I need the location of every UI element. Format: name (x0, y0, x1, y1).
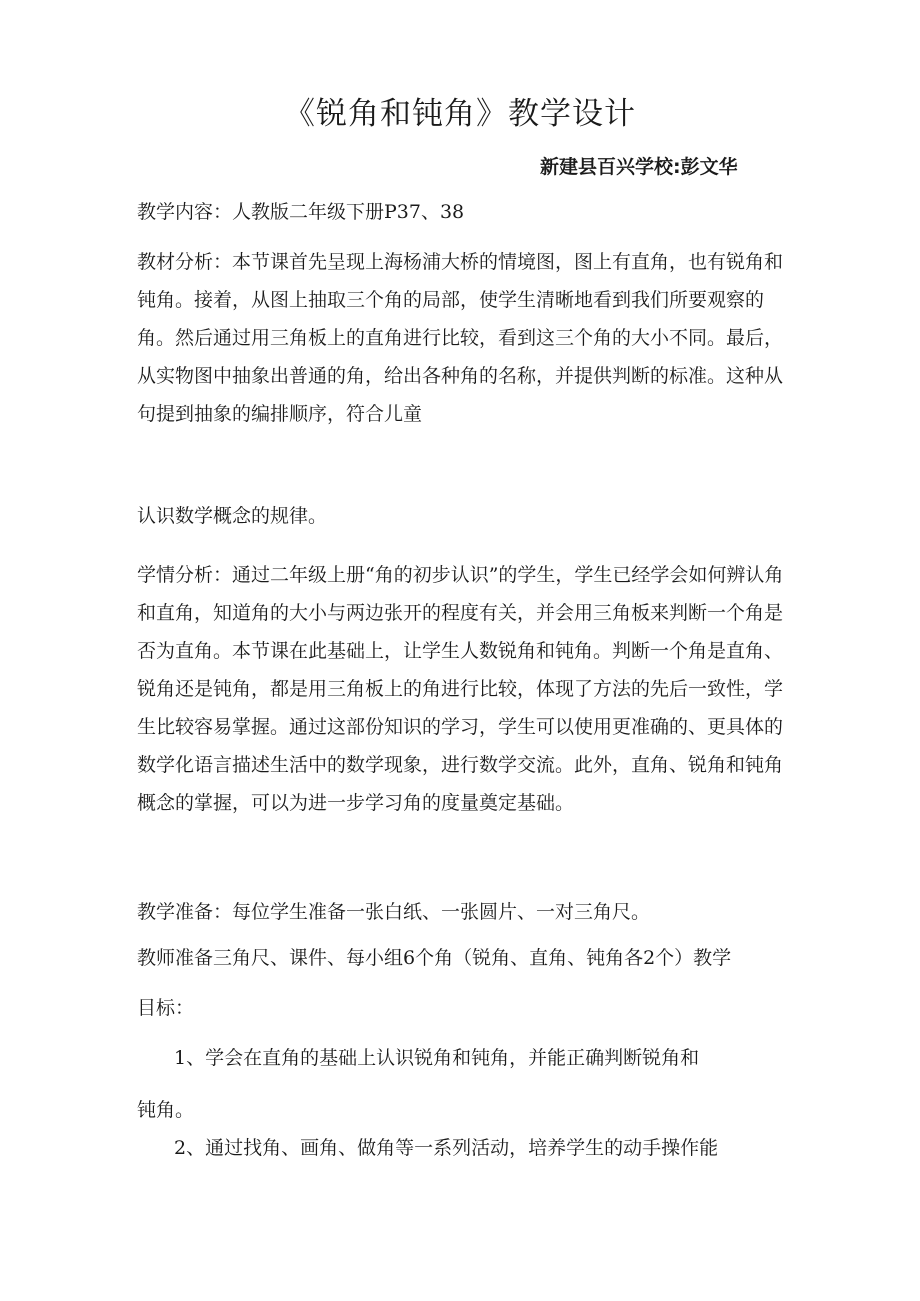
document-title: 《锐角和钝角》教学设计 (284, 96, 636, 132)
author-line: 新建县百兴学校:彭文华 (540, 156, 738, 178)
objective-1-continuation: 钝角。 (137, 1099, 195, 1121)
student-analysis-paragraph: 学情分析：通过二年级上册“角的初步认识”的学生，学生已经学会如何辨认角和直角，知道角的大小与两边张开的程度有关，并会用三角板来判断一个角是否为直角。本节课在此基础上，让学生人数锐角和钝角。判断一个角是直角、锐角还是钝角，都是用三角板上的角进行比较，体现了方法的先后一致性，学生比较容易掌握。通过这部份知识的学习，学生可以使用更准确的、更具体的数学化语言描述生活中的数学现象，进行数学交流。此外，直角、锐角和钝角概念的掌握，可以为进一步学习角的度量奠定基础。 (137, 564, 784, 814)
material-analysis-paragraph: 教材分析：本节课首先呈现上海杨浦大桥的情境图，图上有直角，也有锐角和钝角。接着，从图上抽取三个角的局部，使学生清晰地看到我们所要观察的角。然后通过用三角板上的直角进行比较，看到这三个角的大小不同。最后，从实物图中抽象出普通的角，给出各种角的名称，并提供判断的标准。这种从句提到抽象的编排顺序，符合儿童 (137, 251, 784, 425)
material-analysis-continuation: 认识数学概念的规律。 (137, 505, 328, 527)
objective-2: 2、通过找角、画角、做角等一系列活动，培养学生的动手操作能 (174, 1137, 719, 1159)
preparation-students: 教学准备：每位学生准备一张白纸、一张圆片、一对三角尺。 (137, 901, 651, 923)
teaching-content: 教学内容：人教版二年级下册P37、38 (137, 201, 465, 223)
objective-1: 1、学会在直角的基础上认识锐角和钝角，并能正确判断锐角和 (174, 1047, 700, 1069)
objectives-label: 目标： (137, 997, 195, 1019)
preparation-teacher: 教师准备三角尺、课件、每小组6个角（锐角、直角、钝角各2个）教学 (137, 947, 732, 969)
